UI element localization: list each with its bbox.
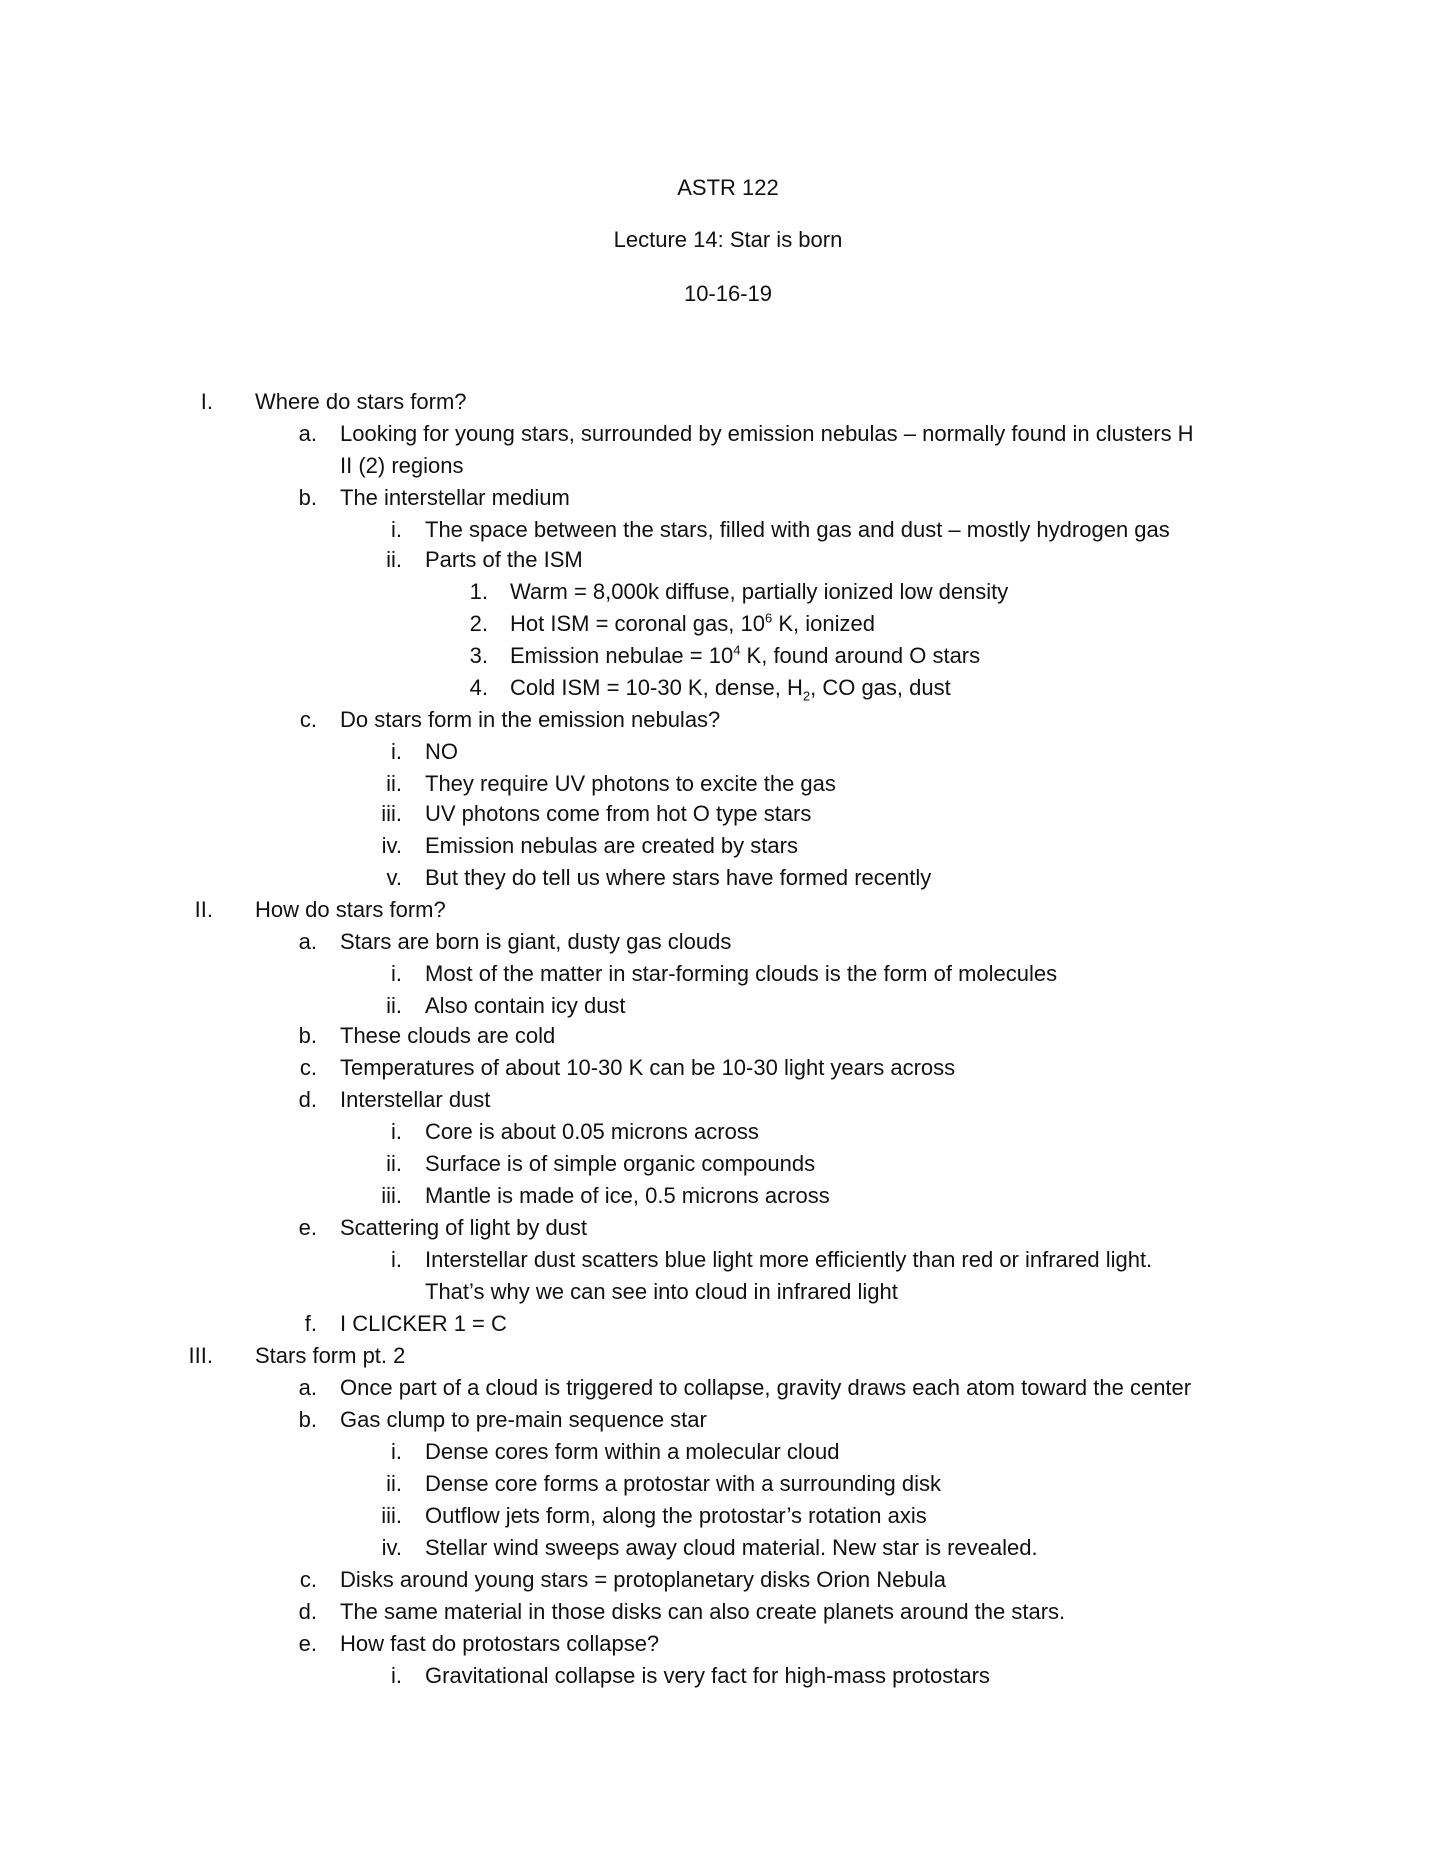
outline-text	[425, 864, 931, 892]
outline-text	[425, 1182, 830, 1210]
outline-text	[340, 1022, 555, 1050]
outline-marker: i.	[391, 1119, 402, 1144]
outline-text	[425, 516, 1170, 544]
outline-marker: iii.	[381, 1503, 402, 1528]
outline-text-main: Stars are born is giant, dusty gas clouds	[340, 929, 732, 954]
outline-text-main: The space between the stars, filled with gas and dust – mostly hydrogen gas	[425, 517, 1170, 542]
outline-marker: i.	[391, 1247, 402, 1272]
outline-text	[510, 610, 875, 638]
outline-marker: 1.	[469, 579, 488, 604]
outline-text	[340, 928, 731, 956]
outline-text	[340, 1214, 587, 1242]
outline-text-main: Scattering of light by dust	[340, 1215, 588, 1240]
outline-marker: b.	[298, 1023, 317, 1048]
superscript: 4	[733, 642, 741, 658]
outline-text-main: Interstellar dust	[340, 1087, 491, 1112]
outline-marker: v.	[386, 865, 402, 890]
outline-marker: d.	[298, 1599, 317, 1624]
outline-text	[340, 1310, 507, 1338]
outline-text	[340, 1374, 1191, 1402]
outline-text-tail: , CO gas, dust	[810, 675, 951, 700]
outline-text	[340, 484, 570, 512]
outline-text	[425, 1662, 990, 1690]
outline-text	[340, 1630, 659, 1658]
outline-text	[425, 1470, 941, 1498]
outline-marker: e.	[298, 1631, 317, 1656]
outline-text-main: Emission nebulae = 10	[510, 643, 734, 668]
outline-text	[340, 452, 464, 480]
subscript: 2	[802, 688, 811, 704]
outline-marker: i.	[391, 1663, 402, 1688]
outline-text	[425, 1246, 1152, 1274]
outline-text	[510, 642, 980, 670]
outline-text-main: I CLICKER 1 = C	[340, 1311, 507, 1336]
outline-marker: ii.	[386, 547, 402, 572]
outline-text-main: How do stars form?	[255, 897, 446, 922]
lecture-date: 10-16-19	[683, 281, 773, 306]
outline-text	[425, 960, 1057, 988]
outline-marker: i.	[391, 739, 402, 764]
outline-text	[255, 896, 446, 924]
outline-text-main: Gravitational collapse is very fact for high-mass protostars	[425, 1663, 990, 1688]
outline-text	[425, 738, 458, 766]
outline-text	[425, 1118, 759, 1146]
outline-text	[340, 706, 720, 734]
outline-marker: i.	[391, 1439, 402, 1464]
outline-marker: iii.	[381, 801, 402, 826]
outline-marker: c.	[299, 707, 317, 732]
outline-text	[425, 800, 811, 828]
outline-text	[425, 1150, 815, 1178]
outline-text-main: Stars form pt. 2	[255, 1343, 406, 1368]
outline-text	[340, 1086, 490, 1114]
outline-text-main: Parts of the ISM	[425, 547, 583, 572]
outline-text-main: Temperatures of about 10-30 K can be 10-30 light years across	[340, 1055, 956, 1080]
outline-text-main: Most of the matter in star-forming clouds is the form of molecules	[425, 961, 1058, 986]
outline-text-main: II (2) regions	[340, 453, 464, 478]
outline-text-main: Looking for young stars, surrounded by emission nebulas – normally found in clusters H	[340, 421, 1194, 446]
outline-text	[340, 420, 1194, 448]
outline-text-main: Where do stars form?	[255, 389, 467, 414]
outline-marker: a.	[298, 1375, 317, 1400]
outline-text	[340, 1054, 955, 1082]
outline-text	[340, 1406, 707, 1434]
outline-text-main: NO	[425, 739, 458, 764]
outline-text	[425, 1502, 927, 1530]
outline-marker: 2.	[469, 611, 488, 636]
outline-marker: I.	[200, 389, 213, 414]
outline-marker: f.	[304, 1311, 317, 1336]
outline-text-tail: K, ionized	[772, 611, 875, 636]
outline-text-main: The same material in those disks can also create planets around the stars.	[340, 1599, 1066, 1624]
outline-text-main: Warm = 8,000k diffuse, partially ionized low density	[510, 579, 1009, 604]
outline-marker: ii.	[386, 1471, 402, 1496]
outline-text-main: Interstellar dust scatters blue light more efficiently than red or infrared light.	[425, 1247, 1153, 1272]
outline-text	[510, 674, 951, 702]
outline-text	[340, 1566, 946, 1594]
outline-text	[255, 1342, 405, 1370]
outline-text-main: Dense cores form within a molecular cloud	[425, 1439, 840, 1464]
outline-text-main: Do stars form in the emission nebulas?	[340, 707, 721, 732]
superscript: 6	[764, 610, 773, 626]
outline-marker: c.	[299, 1055, 317, 1080]
outline-text	[425, 992, 626, 1020]
outline-text	[425, 832, 798, 860]
outline-text	[425, 1278, 898, 1306]
outline-text-main: But they do tell us where stars have formed recently	[425, 865, 932, 890]
outline-text-main: Dense core forms a protostar with a surrounding disk	[425, 1471, 942, 1496]
outline-text-main: Mantle is made of ice, 0.5 microns across	[425, 1183, 830, 1208]
outline-text-main: Emission nebulas are created by stars	[425, 833, 798, 858]
outline-text	[425, 1438, 840, 1466]
outline-marker: III.	[188, 1343, 213, 1368]
outline-text-main: How fast do protostars collapse?	[340, 1631, 660, 1656]
outline-text	[340, 1598, 1065, 1626]
outline-marker: 4.	[469, 675, 488, 700]
outline-text-main: They require UV photons to excite the gas	[425, 771, 836, 796]
outline-text	[255, 388, 467, 416]
outline-text-tail: K, found around O stars	[740, 643, 981, 668]
outline-marker: d.	[298, 1087, 317, 1112]
outline-marker: iii.	[381, 1183, 402, 1208]
outline-text-main: Outflow jets form, along the protostar’s rotation axis	[425, 1503, 927, 1528]
outline-marker: ii.	[386, 1151, 402, 1176]
outline-text-main: Cold ISM = 10-30 K, dense, H	[510, 675, 803, 700]
outline-marker: iv.	[381, 1535, 402, 1560]
outline-marker: e.	[298, 1215, 317, 1240]
outline-text-main: That’s why we can see into cloud in infrared light	[425, 1279, 898, 1304]
outline-text	[425, 546, 583, 574]
outline-text-main: Also contain icy dust	[425, 993, 626, 1018]
outline-text-main: Disks around young stars = protoplanetary disks Orion Nebula	[340, 1567, 946, 1592]
outline-marker: i.	[391, 961, 402, 986]
outline-marker: ii.	[386, 993, 402, 1018]
outline-text-main: Stellar wind sweeps away cloud material. New star is revealed.	[425, 1535, 1038, 1560]
outline-text-main: Surface is of simple organic compounds	[425, 1151, 816, 1176]
outline-marker: b.	[298, 1407, 317, 1432]
outline-marker: i.	[391, 517, 402, 542]
outline-text-main: These clouds are cold	[340, 1023, 556, 1048]
outline-marker: a.	[298, 421, 317, 446]
outline-marker: c.	[299, 1567, 317, 1592]
outline-text	[510, 578, 1008, 606]
outline-text-main: Core is about 0.05 microns across	[425, 1119, 759, 1144]
outline-text-main: UV photons come from hot O type stars	[425, 801, 812, 826]
course-title: ASTR 122	[677, 175, 779, 200]
outline-marker: ii.	[386, 771, 402, 796]
outline-text-main: Gas clump to pre-main sequence star	[340, 1407, 707, 1432]
outline-text	[425, 770, 836, 798]
outline-text	[425, 1534, 1038, 1562]
outline-text-main: Once part of a cloud is triggered to collapse, gravity draws each atom toward the center	[340, 1375, 1192, 1400]
outline-text-main: Hot ISM = coronal gas, 10	[510, 611, 765, 636]
outline-marker: II.	[194, 897, 213, 922]
outline-marker: 3.	[469, 643, 488, 668]
outline-marker: b.	[298, 485, 317, 510]
outline-text-main: The interstellar medium	[340, 485, 570, 510]
lecture-title: Lecture 14: Star is born	[613, 227, 843, 252]
outline-marker: iv.	[381, 833, 402, 858]
outline-marker: a.	[298, 929, 317, 954]
